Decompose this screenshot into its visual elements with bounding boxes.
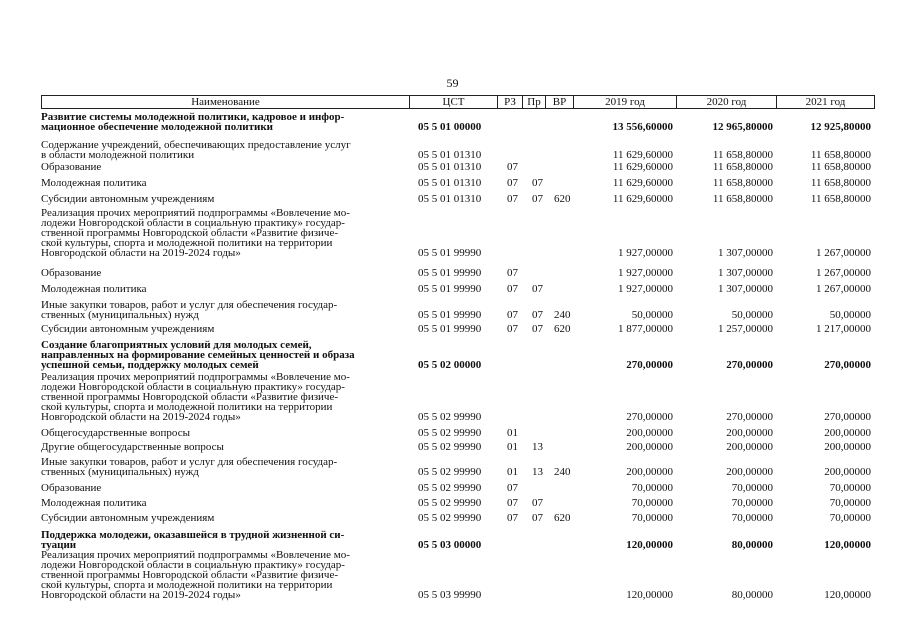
- cell-2020: 70,00000: [731, 497, 773, 509]
- table-row: [0, 300, 905, 320]
- cell-2021: 270,00000: [824, 359, 871, 371]
- cell-cst: 05 5 01 01310: [418, 177, 482, 189]
- header-cst: ЦСТ: [410, 96, 498, 108]
- table-row: [0, 178, 905, 188]
- cell-cst: 05 5 02 99990: [418, 441, 482, 453]
- cell-rz: 07: [507, 482, 518, 494]
- table-row: [0, 513, 905, 523]
- table-row: [0, 324, 905, 334]
- row-name-line: Молодежная политика: [41, 497, 147, 509]
- cell-rz: 07: [507, 512, 518, 524]
- cell-2019: 70,00000: [631, 482, 673, 494]
- cell-2020: 1 307,00000: [718, 247, 773, 259]
- cell-2021: 1 267,00000: [816, 247, 871, 259]
- row-name-line: Реализация прочих мероприятий подпрограммы «Вовлечение мо-: [41, 207, 350, 219]
- cell-vr: 620: [554, 193, 571, 205]
- cell-2019: 11 629,60000: [612, 177, 673, 189]
- cell-2019: 70,00000: [631, 497, 673, 509]
- cell-2020: 1 307,00000: [718, 267, 773, 279]
- header-name: Наименование: [42, 96, 410, 108]
- cell-2021: 1 267,00000: [816, 283, 871, 295]
- row-name-line: ской культуры, спорта и молодежной политики на территории: [41, 401, 333, 413]
- row-name-line: Новгородской области на 2019-2024 годы»: [41, 247, 241, 259]
- cell-2019: 70,00000: [631, 512, 673, 524]
- cell-2020: 1 257,00000: [718, 323, 773, 335]
- cell-2019: 13 556,60000: [612, 121, 673, 133]
- cell-2019: 270,00000: [626, 359, 673, 371]
- cell-2021: 11 658,80000: [810, 149, 871, 161]
- table-row: [0, 372, 905, 422]
- cell-2021: 120,00000: [824, 539, 871, 551]
- cell-2020: 70,00000: [731, 482, 773, 494]
- cell-cst: 05 5 01 99990: [418, 267, 482, 279]
- row-name-line: лодежи Новгородской области в социальную практику» государ-: [41, 381, 345, 393]
- cell-2020: 70,00000: [731, 512, 773, 524]
- cell-2019: 50,00000: [631, 309, 673, 321]
- cell-pr: 07: [532, 193, 543, 205]
- row-name-line: Развитие системы молодежной политики, кадровое и инфор-: [41, 111, 345, 123]
- cell-2021: 11 658,80000: [810, 177, 871, 189]
- cell-2019: 1 927,00000: [618, 267, 673, 279]
- row-name-line: Общегосударственные вопросы: [41, 427, 190, 439]
- cell-cst: 05 5 02 99990: [418, 411, 482, 423]
- cell-vr: 240: [554, 309, 571, 321]
- cell-2021: 70,00000: [829, 497, 871, 509]
- cell-2021: 70,00000: [829, 512, 871, 524]
- cell-cst: 05 5 03 99990: [418, 589, 482, 601]
- cell-2019: 200,00000: [626, 427, 673, 439]
- table-row: [0, 550, 905, 600]
- cell-2020: 11 658,80000: [712, 193, 773, 205]
- table-row: [0, 284, 905, 294]
- cell-rz: 07: [507, 309, 518, 321]
- row-name-line: направленных на формирование семейных ценностей и образа: [41, 349, 355, 361]
- table-row: [0, 530, 905, 550]
- header-2021: 2021 год: [805, 96, 846, 108]
- cell-2021: 270,00000: [824, 411, 871, 423]
- table-row: [0, 268, 905, 278]
- cell-2019: 270,00000: [626, 411, 673, 423]
- table-header: [41, 95, 875, 109]
- cell-cst: 05 5 01 01310: [418, 193, 482, 205]
- cell-cst: 05 5 02 99990: [418, 512, 482, 524]
- row-name-line: Другие общегосударственные вопросы: [41, 441, 224, 453]
- row-name-line: Молодежная политика: [41, 177, 147, 189]
- row-name-line: успешной семьи, поддержку молодых семей: [41, 359, 259, 371]
- cell-vr: 240: [554, 466, 571, 478]
- cell-vr: 620: [554, 512, 571, 524]
- cell-2019: 120,00000: [626, 589, 673, 601]
- table-row: [0, 428, 905, 438]
- cell-2019: 11 629,60000: [612, 149, 673, 161]
- cell-cst: 05 5 02 00000: [418, 359, 482, 371]
- row-name-line: лодежи Новгородской области в социальную практику» государ-: [41, 217, 345, 229]
- cell-2020: 11 658,80000: [712, 177, 773, 189]
- cell-2020: 80,00000: [731, 589, 773, 601]
- row-name-line: Субсидии автономным учреждениям: [41, 193, 215, 205]
- row-name-line: Образование: [41, 267, 102, 279]
- cell-2021: 1 217,00000: [816, 323, 871, 335]
- cell-2021: 11 658,80000: [810, 193, 871, 205]
- cell-2019: 11 629,60000: [612, 193, 673, 205]
- cell-2019: 11 629,60000: [612, 161, 673, 173]
- cell-2021: 200,00000: [824, 427, 871, 439]
- cell-2020: 200,00000: [726, 466, 773, 478]
- row-name-line: Образование: [41, 482, 102, 494]
- cell-2020: 11 658,80000: [712, 161, 773, 173]
- cell-rz: 07: [507, 323, 518, 335]
- header-vr: ВР: [546, 96, 574, 108]
- row-name-line: Поддержка молодежи, оказавшейся в трудной жизненной си-: [41, 529, 345, 541]
- row-name-line: ской культуры, спорта и молодежной политики на территории: [41, 579, 333, 591]
- cell-cst: 05 5 02 99990: [418, 427, 482, 439]
- row-name-line: Иные закупки товаров, работ и услуг для обеспечения государ-: [41, 456, 338, 468]
- table-row: [0, 194, 905, 204]
- cell-cst: 05 5 01 99990: [418, 323, 482, 335]
- cell-2021: 1 267,00000: [816, 267, 871, 279]
- table-row: [0, 498, 905, 508]
- cell-pr: 13: [532, 441, 543, 453]
- cell-cst: 05 5 02 99990: [418, 466, 482, 478]
- row-name-line: ственных (муниципальных) нужд: [41, 466, 199, 478]
- table-row: [0, 140, 905, 160]
- table-row: [0, 162, 905, 172]
- cell-2020: 12 965,80000: [712, 121, 773, 133]
- table-row: [0, 457, 905, 477]
- header-pr: Пр: [523, 96, 546, 108]
- cell-rz: 07: [507, 497, 518, 509]
- row-name-line: ственной программы Новгородской области «Развитие физиче-: [41, 569, 339, 581]
- cell-2019: 120,00000: [626, 539, 673, 551]
- cell-2021: 12 925,80000: [810, 121, 871, 133]
- cell-2020: 270,00000: [726, 411, 773, 423]
- cell-2021: 200,00000: [824, 466, 871, 478]
- cell-cst: 05 5 02 99990: [418, 497, 482, 509]
- row-name-line: Реализация прочих мероприятий подпрограммы «Вовлечение мо-: [41, 549, 350, 561]
- cell-2021: 11 658,80000: [810, 161, 871, 173]
- cell-pr: 07: [532, 177, 543, 189]
- cell-cst: 05 5 02 99990: [418, 482, 482, 494]
- cell-cst: 05 5 01 01310: [418, 161, 482, 173]
- row-name-line: лодежи Новгородской области в социальную практику» государ-: [41, 559, 345, 571]
- header-2020: 2020 год: [677, 96, 777, 108]
- cell-2020: 1 307,00000: [718, 283, 773, 295]
- header-rz: РЗ: [498, 96, 523, 108]
- row-name-line: Реализация прочих мероприятий подпрограммы «Вовлечение мо-: [41, 371, 350, 383]
- cell-2020: 200,00000: [726, 441, 773, 453]
- table-row: [0, 442, 905, 452]
- row-name-line: мационное обеспечение молодежной политики: [41, 121, 274, 133]
- cell-2020: 11 658,80000: [712, 149, 773, 161]
- cell-pr: 13: [532, 466, 543, 478]
- cell-2019: 200,00000: [626, 466, 673, 478]
- cell-vr: 620: [554, 323, 571, 335]
- row-name-line: Субсидии автономным учреждениям: [41, 323, 215, 335]
- row-name-line: ственной программы Новгородской области «Развитие физиче-: [41, 391, 339, 403]
- row-name-line: туации: [41, 539, 77, 551]
- table-row: [0, 112, 905, 132]
- cell-pr: 07: [532, 512, 543, 524]
- page-number: 59: [446, 76, 459, 90]
- header-2019: 2019 год: [574, 96, 677, 108]
- cell-pr: 07: [532, 497, 543, 509]
- table-row: [0, 340, 905, 370]
- cell-cst: 05 5 01 01310: [418, 149, 482, 161]
- cell-2020: 80,00000: [731, 539, 773, 551]
- cell-2020: 200,00000: [726, 427, 773, 439]
- row-name-line: ской культуры, спорта и молодежной политики на территории: [41, 237, 333, 249]
- row-name-line: Создание благоприятных условий для молодых семей,: [41, 339, 312, 351]
- cell-2019: 1 927,00000: [618, 283, 673, 295]
- cell-2019: 200,00000: [626, 441, 673, 453]
- cell-rz: 07: [507, 283, 518, 295]
- cell-rz: 07: [507, 267, 518, 279]
- cell-2021: 200,00000: [824, 441, 871, 453]
- row-name-line: Иные закупки товаров, работ и услуг для обеспечения государ-: [41, 299, 338, 311]
- cell-2019: 1 877,00000: [618, 323, 673, 335]
- row-name-line: Содержание учреждений, обеспечивающих предоставление услуг: [41, 139, 351, 151]
- cell-rz: 07: [507, 193, 518, 205]
- cell-rz: 01: [507, 441, 518, 453]
- row-name-line: Образование: [41, 161, 102, 173]
- cell-pr: 07: [532, 283, 543, 295]
- cell-2021: 70,00000: [829, 482, 871, 494]
- cell-pr: 07: [532, 323, 543, 335]
- cell-cst: 05 5 01 99990: [418, 309, 482, 321]
- cell-rz: 07: [507, 177, 518, 189]
- cell-cst: 05 5 01 99990: [418, 283, 482, 295]
- cell-cst: 05 5 03 00000: [418, 539, 482, 551]
- cell-cst: 05 5 01 99990: [418, 247, 482, 259]
- table-row: [0, 208, 905, 258]
- cell-2020: 50,00000: [731, 309, 773, 321]
- row-name-line: в области молодежной политики: [41, 149, 195, 161]
- cell-pr: 07: [532, 309, 543, 321]
- row-name-line: ственных (муниципальных) нужд: [41, 309, 199, 321]
- cell-cst: 05 5 01 00000: [418, 121, 482, 133]
- row-name-line: Новгородской области на 2019-2024 годы»: [41, 411, 241, 423]
- cell-2019: 1 927,00000: [618, 247, 673, 259]
- cell-2020: 270,00000: [726, 359, 773, 371]
- cell-rz: 01: [507, 427, 518, 439]
- cell-2021: 120,00000: [824, 589, 871, 601]
- cell-2021: 50,00000: [829, 309, 871, 321]
- row-name-line: ственной программы Новгородской области «Развитие физиче-: [41, 227, 339, 239]
- row-name-line: Субсидии автономным учреждениям: [41, 512, 215, 524]
- table-row: [0, 483, 905, 493]
- row-name-line: Новгородской области на 2019-2024 годы»: [41, 589, 241, 601]
- row-name-line: Молодежная политика: [41, 283, 147, 295]
- cell-rz: 01: [507, 466, 518, 478]
- cell-rz: 07: [507, 161, 518, 173]
